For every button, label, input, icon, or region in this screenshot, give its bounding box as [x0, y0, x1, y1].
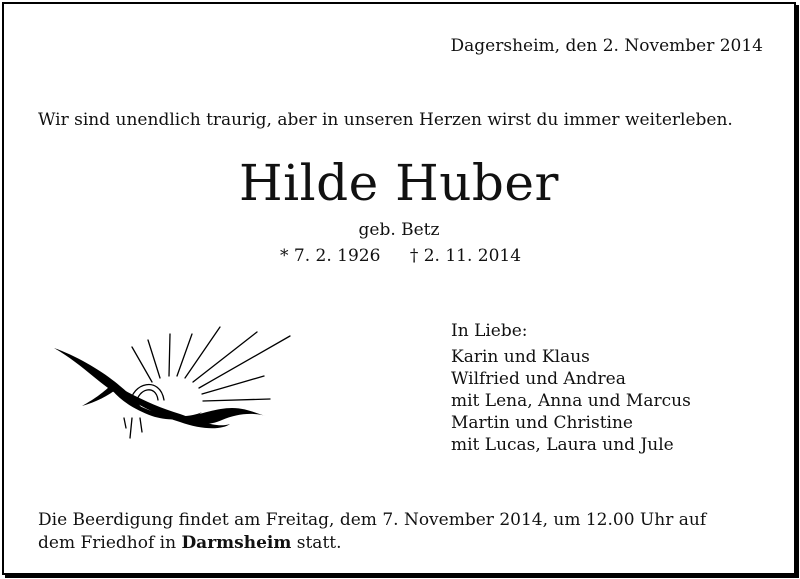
funeral-line-2 — [38, 532, 778, 555]
deceased-name: Hilde Huber — [239, 154, 559, 212]
funeral-info — [38, 509, 778, 555]
mourner-line: mit Lena, Anna und Marcus — [451, 391, 691, 411]
obituary-notice — [2, 2, 796, 575]
mourner-line: Martin und Christine — [451, 413, 633, 433]
funeral-line-1: Die Beerdigung findet am Freitag, dem 7. November 2014, um 12.00 Uhr auf — [38, 510, 707, 530]
birth-date: * 7. 2. 1926 — [280, 246, 381, 266]
maiden-name: geb. Betz — [358, 220, 440, 240]
funeral-place: Darmsheim — [181, 533, 292, 553]
sunset-icon — [52, 322, 302, 442]
motto-text: Wir sind unendlich traurig, aber in unseren Herzen wirst du immer weiterleben. — [38, 110, 733, 130]
mourners-intro: In Liebe: — [451, 321, 528, 341]
mourners-list — [451, 320, 691, 456]
mourner-line: mit Lucas, Laura und Jule — [451, 435, 674, 455]
death-date: † 2. 11. 2014 — [409, 246, 522, 266]
funeral-line-2-suffix: statt. — [291, 533, 342, 553]
life-dates — [280, 246, 521, 266]
funeral-line-2-prefix: dem Friedhof in — [38, 533, 182, 553]
mourner-line: Wilfried und Andrea — [451, 369, 626, 389]
place-date: Dagersheim, den 2. November 2014 — [450, 36, 763, 56]
mourner-line: Karin und Klaus — [451, 347, 590, 367]
